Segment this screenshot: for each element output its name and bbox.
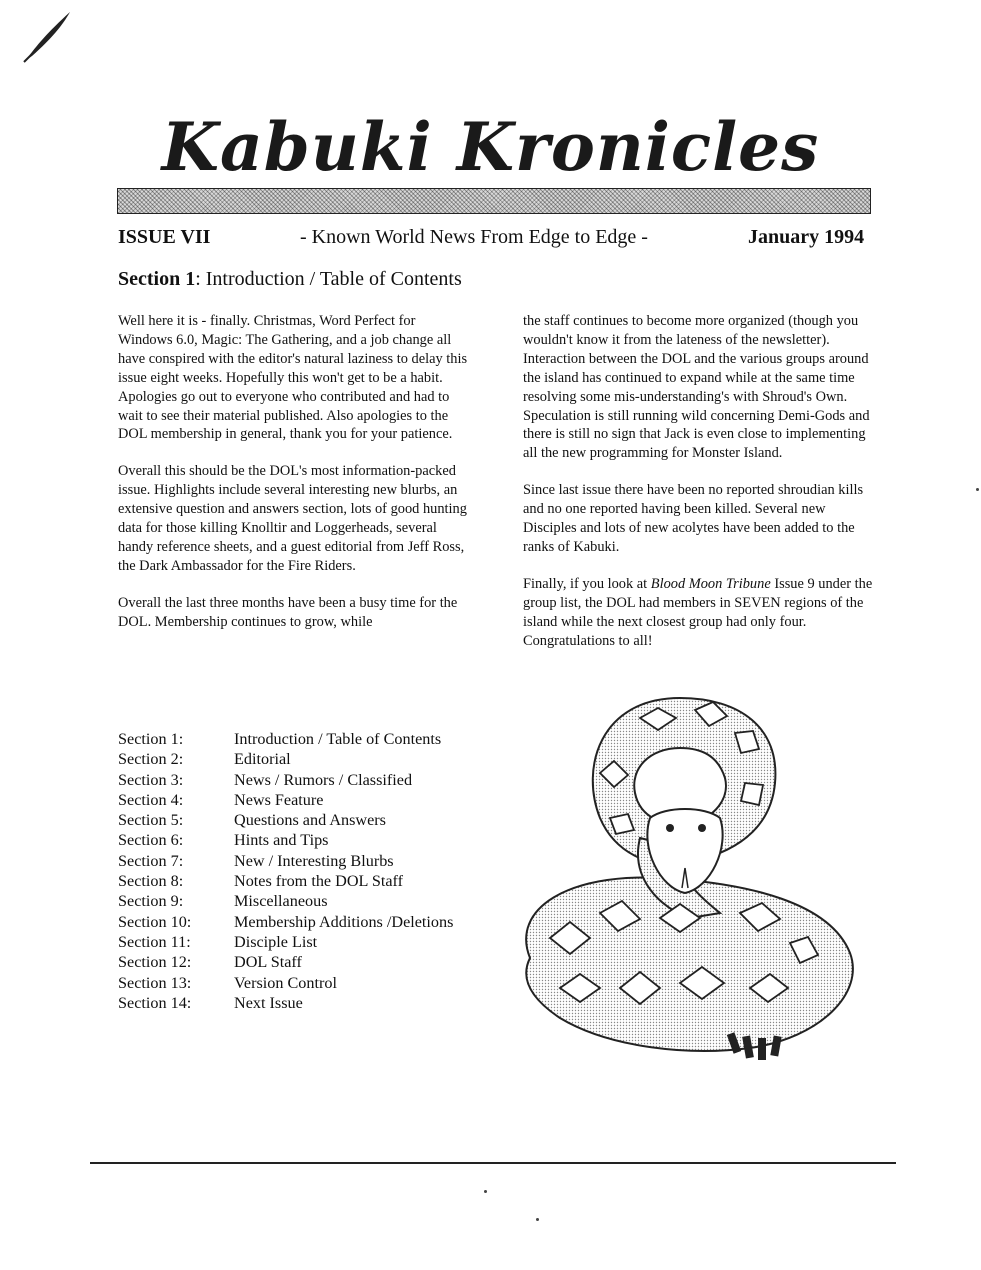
toc-row bbox=[118, 952, 453, 972]
masthead-banner bbox=[117, 188, 871, 214]
scan-speck bbox=[976, 488, 979, 491]
issue-date: January 1994 bbox=[748, 226, 865, 248]
masthead-title: Kabuki Kronicles bbox=[161, 108, 820, 186]
rattlesnake-illustration bbox=[490, 688, 870, 1088]
toc-row bbox=[118, 770, 453, 790]
toc-section-number: Section 4: bbox=[118, 790, 184, 809]
toc-section-number: Section 2: bbox=[118, 750, 184, 769]
paragraph: the staff continues to become more organized (though you wouldn't know it from the lateness of the newsletter). Interaction between the DOL and the various groups around the island has continued to expand while at the same time resolving some mis-understanding's with Shroud's Own. Speculation is still running wild concerning Demi-Gods and there is still no sign that Jack is even close to implementing all the new programming for Monster Island. bbox=[523, 313, 870, 462]
toc-row bbox=[118, 830, 453, 850]
toc-row bbox=[118, 749, 453, 769]
toc-section-number: Section 9: bbox=[118, 892, 184, 911]
toc-section-title: Hints and Tips bbox=[234, 831, 329, 850]
table-of-contents bbox=[118, 729, 453, 1013]
toc-section-number: Section 11: bbox=[118, 932, 191, 951]
issue-tagline: - Known World News From Edge to Edge - bbox=[300, 226, 648, 248]
publication-title: Blood Moon Tribune bbox=[650, 575, 771, 592]
scan-speck bbox=[484, 1190, 487, 1193]
quill-icon bbox=[18, 6, 78, 66]
toc-section-number: Section 12: bbox=[118, 953, 192, 972]
toc-row bbox=[118, 973, 453, 993]
toc-row bbox=[118, 790, 453, 810]
toc-row bbox=[118, 891, 453, 911]
toc-section-number: Section 8: bbox=[118, 872, 184, 891]
right-column bbox=[523, 312, 873, 669]
toc-section-title: New / Interesting Blurbs bbox=[234, 851, 394, 870]
scan-speck bbox=[536, 1218, 539, 1221]
toc-section-title: Membership Additions /Deletions bbox=[234, 912, 454, 931]
section-heading-title: : Introduction / Table of Contents bbox=[195, 268, 462, 290]
toc-section-title: News / Rumors / Classified bbox=[234, 770, 413, 789]
toc-section-title: Version Control bbox=[234, 973, 337, 992]
issue-number: ISSUE VII bbox=[118, 226, 211, 248]
section-heading-label: Section 1 bbox=[118, 268, 196, 290]
toc-row bbox=[118, 871, 453, 891]
paragraph: Overall this should be the DOL's most information-packed issue. Highlights include several interesting new blurbs, an extensive question and answers section, lots of good hunting data for those killing Knolltir and Loggerheads, several handy reference sheets, and a guest editorial from Jeff Ross, the Dark Ambassador for the Fire Riders. bbox=[118, 463, 467, 574]
toc-section-title: DOL Staff bbox=[234, 953, 302, 972]
toc-row bbox=[118, 912, 453, 932]
bottom-rule bbox=[90, 1162, 896, 1164]
paragraph-text: Finally, if you look at bbox=[523, 575, 651, 592]
toc-section-number: Section 6: bbox=[118, 831, 184, 850]
toc-section-title: News Feature bbox=[234, 790, 324, 809]
toc-section-title: Miscellaneous bbox=[234, 892, 328, 911]
toc-section-number: Section 7: bbox=[118, 851, 184, 870]
paragraph: Well here it is - finally. Christmas, Word Perfect for Windows 6.0, Magic: The Gathering, and a job change all have conspired with the editor's natural laziness to delay this issue eight weeks. Hopefully this won't get to be a habit. Apologies go out to everyone who contributed and had to wait to see their material published. Also apologies to the DOL membership in general, thank you for your patience. bbox=[118, 313, 468, 443]
toc-section-title: Introduction / Table of Contents bbox=[234, 730, 442, 748]
toc-row bbox=[118, 932, 453, 952]
toc-row bbox=[118, 729, 453, 749]
paragraph-text: Issue 9 under the group list, the DOL had members in SEVEN regions of the island while the next closest group had only four. Congratulations to all! bbox=[523, 575, 873, 649]
toc-section-title: Notes from the DOL Staff bbox=[234, 872, 404, 891]
paragraph bbox=[523, 575, 873, 651]
toc-section-number: Section 5: bbox=[118, 811, 184, 830]
section-heading bbox=[118, 268, 462, 291]
toc-row bbox=[118, 810, 453, 830]
toc-row bbox=[118, 993, 453, 1013]
toc-section-title: Editorial bbox=[234, 750, 291, 769]
toc-section-number: Section 3: bbox=[118, 770, 184, 789]
toc-section-number: Section 10: bbox=[118, 912, 192, 931]
toc-section-number: Section 13: bbox=[118, 973, 192, 992]
toc-section-number: Section 1: bbox=[118, 730, 184, 748]
left-column bbox=[118, 312, 468, 650]
toc-row bbox=[118, 851, 453, 871]
paragraph: Overall the last three months have been a busy time for the DOL. Membership continues to grow, while bbox=[118, 594, 458, 630]
toc-section-title: Questions and Answers bbox=[234, 811, 386, 830]
paragraph: Since last issue there have been no reported shroudian kills and no one reported having been killed. Several new Disciples and lots of new acolytes have been added to the ranks of Kabuki. bbox=[523, 482, 864, 555]
toc-section-title: Next Issue bbox=[234, 993, 303, 1012]
toc-section-number: Section 14: bbox=[118, 993, 192, 1012]
toc-section-title: Disciple List bbox=[234, 932, 318, 951]
